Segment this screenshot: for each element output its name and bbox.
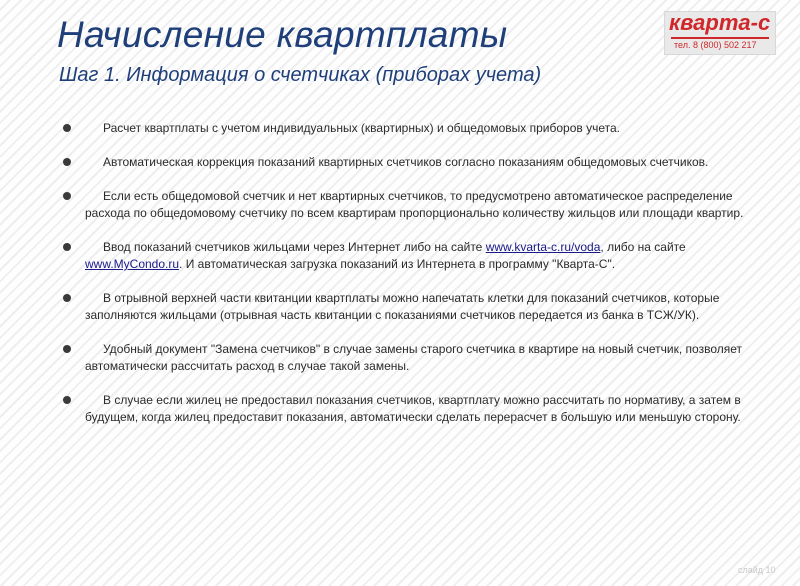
list-item	[85, 239, 755, 273]
list-item	[85, 290, 755, 324]
list-item-text	[85, 239, 755, 273]
page-subtitle: Шаг 1. Информация о счетчиках (приборах учета)	[59, 64, 542, 86]
bullet-icon	[63, 158, 71, 166]
list-item	[85, 120, 755, 137]
bullet-list	[85, 120, 755, 443]
list-item-text: В отрывной верхней части квитанции квартплаты можно напечатать клетки для показаний счетчиков, которые заполняются жильцами (отрывная часть квитанции с показаниями счетчиков передается из банка в ТСЖ/УК).	[85, 291, 720, 322]
list-item	[85, 154, 755, 171]
bullet-icon	[63, 396, 71, 404]
list-item-text: Если есть общедомовой счетчик и нет квартирных счетчиков, то предусмотрено автоматическое распределение расхода по общедомовому счетчику по всем квартирам пропорционально количеству жильцов или площади квартир.	[85, 189, 744, 220]
page-title: Начисление квартплаты	[57, 14, 508, 55]
list-item	[85, 341, 755, 375]
bullet-icon	[63, 294, 71, 302]
logo-phone: тел. 8 (800) 502 217	[674, 40, 757, 50]
list-item-text: В случае если жилец не предоставил показания счетчиков, квартплату можно рассчитать по нормативу, а затем в будущем, когда жилец предоставит показания, автоматически сделать перерасчет в большую или меньшую сторону.	[85, 393, 741, 424]
list-item	[85, 392, 755, 426]
bullet-icon	[63, 345, 71, 353]
list-item-text-part: Ввод показаний счетчиков жильцами через Интернет либо на сайте	[103, 240, 486, 254]
bullet-icon	[63, 192, 71, 200]
logo-underline	[671, 37, 769, 39]
list-item	[85, 188, 755, 222]
list-item-text: Удобный документ "Замена счетчиков" в случае замены старого счетчика в квартире на новый счетчик, позволяет автоматически рассчитать расход в случае такой замены.	[85, 342, 742, 373]
list-item-text: Автоматическая коррекция показаний квартирных счетчиков согласно показаниям общедомовых счетчиков.	[103, 155, 709, 169]
bullet-icon	[63, 124, 71, 132]
list-item-text-part: . И автоматическая загрузка показаний из Интернета в программу "Кварта-С".	[179, 257, 616, 271]
bullet-icon	[63, 243, 71, 251]
kvarta-voda-link[interactable]: www.kvarta-c.ru/voda	[485, 240, 601, 254]
mycondo-link[interactable]: www.MyCondo.ru	[85, 257, 180, 271]
slide-number: слайд 10	[738, 565, 776, 575]
list-item-text: Расчет квартплаты с учетом индивидуальных (квартирных) и общедомовых приборов учета.	[103, 121, 620, 135]
list-item-text-part: , либо на сайте	[600, 240, 686, 254]
logo-wordmark: кварта-с	[669, 10, 771, 35]
